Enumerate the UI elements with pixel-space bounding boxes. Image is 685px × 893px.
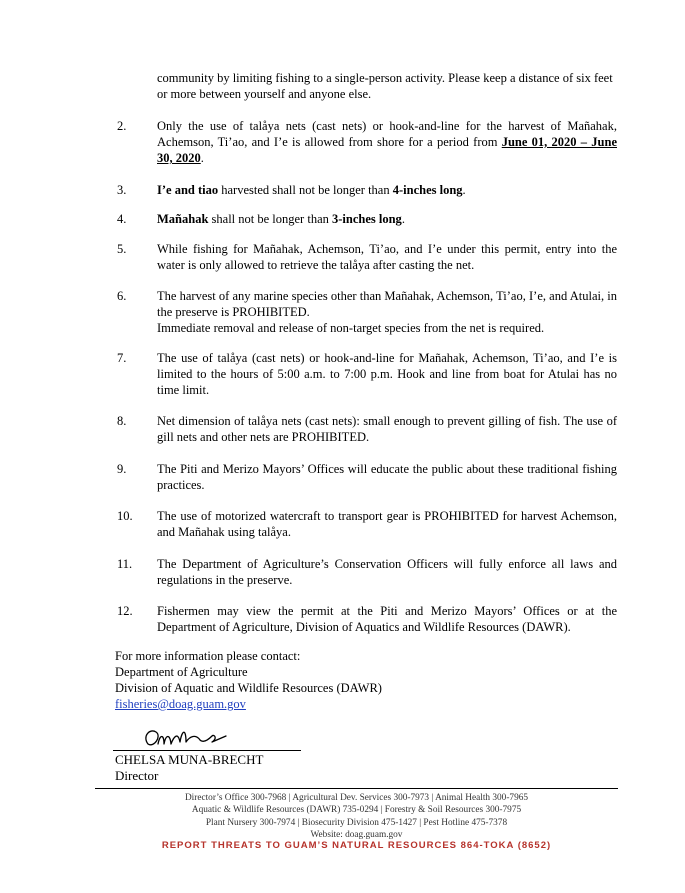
item-text [157,118,617,166]
item-number: 4. [117,212,127,226]
item-text: The use of motorized watercraft to transport gear is PROHIBITED for harvest Achemson, and Mañahak using talåya. [157,509,617,539]
contact-heading: For more information please contact: [115,649,301,663]
item-text [157,182,617,198]
item-number: 10. [117,509,133,523]
item-text: The Piti and Merizo Mayors’ Offices will educate the public about these traditional fishing practices. [157,462,617,492]
signatory-title: Director [115,768,159,783]
item-text: While fishing for Mañahak, Achemson, Ti’ao, and I’e under this permit, entry into the water is only allowed to retrieve the talåya after casting the net. [157,242,617,272]
item-text-segment: shall not be longer than [208,212,332,226]
item-number: 7. [117,351,127,365]
item-text-segment: . [200,151,204,165]
item-text: The Department of Agriculture’s Conservation Officers will fully enforce all laws and regulations in the preserve. [157,557,617,587]
signatory-name: CHELSA MUNA-BRECHT [115,752,264,767]
signatory-block [115,752,263,784]
species-name: I’e and tiao [157,183,219,197]
size-limit: 3-inches long [332,212,402,226]
report-threats-banner: REPORT THREATS TO GUAM’S NATURAL RESOURCES 864-TOKA (8652) [161,840,552,851]
item-number: 6. [117,289,127,303]
item-number: 11. [117,557,133,571]
contact-division: Division of Aquatic and Wildlife Resources (DAWR) [115,681,382,695]
item-text [157,288,617,336]
item-text-segment: Immediate removal and release of non-target species from the net is required. [157,321,545,335]
item-1-continuation: community by limiting fishing to a single-person activity. Please keep a distance of six feet or more between yourself and anyone else. [157,71,613,101]
date-range: June 01, 2020 – June 30, 2020 [157,135,618,165]
item-text [157,211,617,227]
item-text: Net dimension of talåya nets (cast nets): small enough to prevent gilling of fish. The use of gill nets and other nets are PROHIBITED. [157,414,617,444]
item-number: 2. [117,119,127,133]
item-text-segment: The harvest of any marine species other than Mañahak, Achemson, Ti’ao, I’e, and Atulai, in the preserve is PROHIBITED. [157,289,617,319]
footer-line-3: Plant Nursery 300-7974 | Biosecurity Division 475-1427 | Pest Hotline 475-7378 [205,817,508,828]
item-text-segment: Only the use of talåya nets (cast nets) or hook-and-line for the harvest of Mañahak, Achemson, Ti’ao, and I’e is allowed from shore for a period from [157,119,617,149]
footer-website: Website: doag.guam.gov [310,830,403,841]
footer-contacts [95,792,618,842]
size-limit: 4-inches long [392,183,463,197]
item-text: The use of talåya (cast nets) or hook-and-line for Mañahak, Achemson, Ti’ao, and I’e is limited to the hours of 5:00 a.m. to 7:00 p.m. Hook and line from boat for Atulai has no time limit. [157,351,617,397]
item-number: 3. [117,183,127,197]
footer-divider [95,788,618,789]
item-number: 5. [117,242,127,256]
item-text-segment: . [462,183,466,197]
item-number: 8. [117,414,127,428]
contact-department: Department of Agriculture [115,665,248,679]
item-text: Fishermen may view the permit at the Piti and Merizo Mayors’ Offices or at the Department of Agriculture, Division of Aquatics and Wildlife Resources (DAWR). [157,604,617,634]
footer-line-1: Director’s Office 300-7968 | Agricultural Dev. Services 300-7973 | Animal Health 300-7965 [184,793,529,803]
item-text-segment: harvested shall not be longer than [218,183,393,197]
signature-graphic [140,722,230,752]
footer-line-2: Aquatic & Wildlife Resources (DAWR) 735-0294 | Forestry & Soil Resources 300-7975 [191,805,522,816]
email-link[interactable]: fisheries@doag.guam.gov [115,697,246,711]
contact-block [115,648,382,712]
item-number: 9. [117,462,127,476]
signature-line [113,750,301,751]
item-text-segment: . [401,212,405,226]
species-name: Mañahak [157,212,209,226]
item-number: 12. [117,604,133,618]
